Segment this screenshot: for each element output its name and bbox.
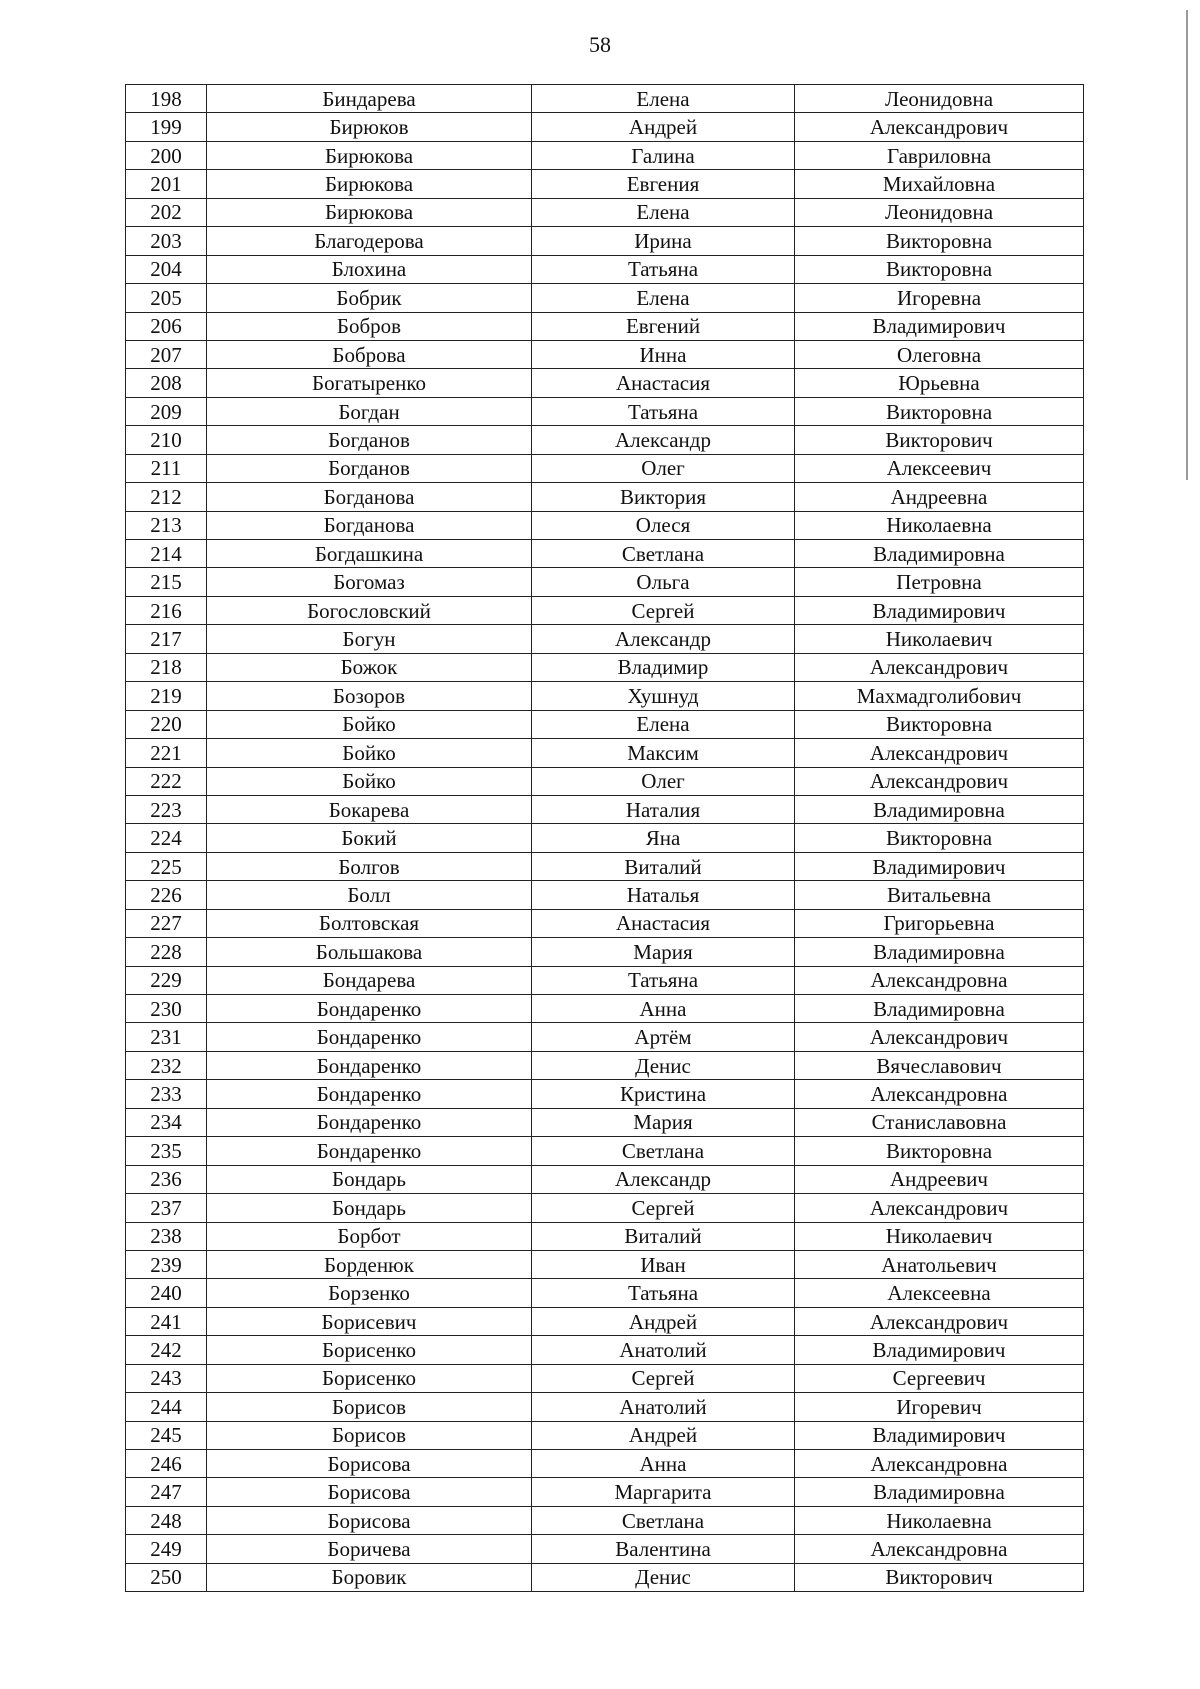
- first-name-cell: Анна: [532, 995, 795, 1023]
- table-row: [126, 198, 1084, 226]
- first-name-cell: Сергей: [532, 596, 795, 624]
- patronymic-cell: Николаевич: [795, 625, 1084, 653]
- last-name-cell: Боричева: [207, 1535, 532, 1563]
- patronymic-cell: Гавриловна: [795, 141, 1084, 169]
- last-name-cell: Бойко: [207, 739, 532, 767]
- patronymic-cell: Николаевна: [795, 511, 1084, 539]
- last-name-cell: Большакова: [207, 938, 532, 966]
- last-name-cell: Бирюкова: [207, 170, 532, 198]
- table-row: [126, 1279, 1084, 1307]
- last-name-cell: Борисов: [207, 1421, 532, 1449]
- last-name-cell: Боровик: [207, 1563, 532, 1591]
- roster-table: [125, 84, 1084, 1592]
- first-name-cell: Наталья: [532, 881, 795, 909]
- first-name-cell: Александр: [532, 625, 795, 653]
- last-name-cell: Богданова: [207, 511, 532, 539]
- first-name-cell: Иван: [532, 1250, 795, 1278]
- last-name-cell: Бондаренко: [207, 1080, 532, 1108]
- first-name-cell: Татьяна: [532, 397, 795, 425]
- table-row: [126, 170, 1084, 198]
- first-name-cell: Елена: [532, 284, 795, 312]
- table-row: [126, 1165, 1084, 1193]
- first-name-cell: Мария: [532, 1108, 795, 1136]
- first-name-cell: Мария: [532, 938, 795, 966]
- patronymic-cell: Владимировна: [795, 1478, 1084, 1506]
- row-number-cell: 232: [126, 1051, 207, 1079]
- table-row: [126, 284, 1084, 312]
- table-row: [126, 1108, 1084, 1136]
- last-name-cell: Борденюк: [207, 1250, 532, 1278]
- last-name-cell: Блохина: [207, 255, 532, 283]
- last-name-cell: Борзенко: [207, 1279, 532, 1307]
- patronymic-cell: Александровна: [795, 1080, 1084, 1108]
- last-name-cell: Благодерова: [207, 227, 532, 255]
- row-number-cell: 212: [126, 483, 207, 511]
- row-number-cell: 201: [126, 170, 207, 198]
- patronymic-cell: Александрович: [795, 767, 1084, 795]
- first-name-cell: Анастасия: [532, 909, 795, 937]
- row-number-cell: 202: [126, 198, 207, 226]
- first-name-cell: Андрей: [532, 1421, 795, 1449]
- row-number-cell: 219: [126, 682, 207, 710]
- row-number-cell: 224: [126, 824, 207, 852]
- row-number-cell: 250: [126, 1563, 207, 1591]
- table-row: [126, 540, 1084, 568]
- row-number-cell: 225: [126, 852, 207, 880]
- last-name-cell: Борисов: [207, 1393, 532, 1421]
- patronymic-cell: Викторовна: [795, 227, 1084, 255]
- row-number-cell: 218: [126, 653, 207, 681]
- table-row: [126, 995, 1084, 1023]
- patronymic-cell: Александрович: [795, 1307, 1084, 1335]
- patronymic-cell: Станиславовна: [795, 1108, 1084, 1136]
- table-row: [126, 1421, 1084, 1449]
- table-row: [126, 1137, 1084, 1165]
- patronymic-cell: Викторович: [795, 426, 1084, 454]
- patronymic-cell: Александрович: [795, 1023, 1084, 1051]
- last-name-cell: Бондаренко: [207, 995, 532, 1023]
- first-name-cell: Анатолий: [532, 1393, 795, 1421]
- table-row: [126, 255, 1084, 283]
- row-number-cell: 223: [126, 795, 207, 823]
- table-row: [126, 1336, 1084, 1364]
- first-name-cell: Яна: [532, 824, 795, 852]
- patronymic-cell: Владимирович: [795, 852, 1084, 880]
- table-row: [126, 1563, 1084, 1591]
- row-number-cell: 215: [126, 568, 207, 596]
- row-number-cell: 238: [126, 1222, 207, 1250]
- last-name-cell: Бондарь: [207, 1165, 532, 1193]
- first-name-cell: Денис: [532, 1051, 795, 1079]
- last-name-cell: Болгов: [207, 852, 532, 880]
- row-number-cell: 229: [126, 966, 207, 994]
- last-name-cell: Бобрик: [207, 284, 532, 312]
- table-row: [126, 568, 1084, 596]
- first-name-cell: Маргарита: [532, 1478, 795, 1506]
- row-number-cell: 230: [126, 995, 207, 1023]
- last-name-cell: Бирюкова: [207, 198, 532, 226]
- row-number-cell: 243: [126, 1364, 207, 1392]
- first-name-cell: Светлана: [532, 540, 795, 568]
- first-name-cell: Татьяна: [532, 255, 795, 283]
- first-name-cell: Татьяна: [532, 966, 795, 994]
- row-number-cell: 226: [126, 881, 207, 909]
- row-number-cell: 213: [126, 511, 207, 539]
- row-number-cell: 247: [126, 1478, 207, 1506]
- first-name-cell: Елена: [532, 710, 795, 738]
- patronymic-cell: Александрович: [795, 739, 1084, 767]
- first-name-cell: Андрей: [532, 113, 795, 141]
- first-name-cell: Валентина: [532, 1535, 795, 1563]
- patronymic-cell: Викторовна: [795, 397, 1084, 425]
- last-name-cell: Бондаренко: [207, 1023, 532, 1051]
- table-row: [126, 454, 1084, 482]
- last-name-cell: Борисова: [207, 1450, 532, 1478]
- last-name-cell: Бозоров: [207, 682, 532, 710]
- table-row: [126, 1478, 1084, 1506]
- row-number-cell: 222: [126, 767, 207, 795]
- last-name-cell: Богатыренко: [207, 369, 532, 397]
- first-name-cell: Галина: [532, 141, 795, 169]
- table-row: [126, 881, 1084, 909]
- row-number-cell: 210: [126, 426, 207, 454]
- patronymic-cell: Владимировна: [795, 995, 1084, 1023]
- last-name-cell: Бирюков: [207, 113, 532, 141]
- table-row: [126, 824, 1084, 852]
- row-number-cell: 249: [126, 1535, 207, 1563]
- table-row: [126, 938, 1084, 966]
- roster-body: [126, 85, 1084, 1592]
- last-name-cell: Борисенко: [207, 1336, 532, 1364]
- row-number-cell: 244: [126, 1393, 207, 1421]
- row-number-cell: 233: [126, 1080, 207, 1108]
- first-name-cell: Евгений: [532, 312, 795, 340]
- table-row: [126, 340, 1084, 368]
- first-name-cell: Светлана: [532, 1506, 795, 1534]
- first-name-cell: Олеся: [532, 511, 795, 539]
- first-name-cell: Владимир: [532, 653, 795, 681]
- row-number-cell: 204: [126, 255, 207, 283]
- patronymic-cell: Викторовна: [795, 255, 1084, 283]
- first-name-cell: Татьяна: [532, 1279, 795, 1307]
- table-row: [126, 852, 1084, 880]
- patronymic-cell: Вячеславович: [795, 1051, 1084, 1079]
- patronymic-cell: Владимирович: [795, 312, 1084, 340]
- table-row: [126, 1080, 1084, 1108]
- first-name-cell: Хушнуд: [532, 682, 795, 710]
- row-number-cell: 237: [126, 1194, 207, 1222]
- last-name-cell: Борисова: [207, 1478, 532, 1506]
- patronymic-cell: Викторовна: [795, 1137, 1084, 1165]
- first-name-cell: Сергей: [532, 1194, 795, 1222]
- table-row: [126, 369, 1084, 397]
- table-row: [126, 1535, 1084, 1563]
- first-name-cell: Ольга: [532, 568, 795, 596]
- row-number-cell: 246: [126, 1450, 207, 1478]
- table-row: [126, 1194, 1084, 1222]
- last-name-cell: Бондарь: [207, 1194, 532, 1222]
- table-row: [126, 141, 1084, 169]
- row-number-cell: 228: [126, 938, 207, 966]
- last-name-cell: Бобров: [207, 312, 532, 340]
- table-row: [126, 1051, 1084, 1079]
- row-number-cell: 214: [126, 540, 207, 568]
- patronymic-cell: Петровна: [795, 568, 1084, 596]
- last-name-cell: Борисова: [207, 1506, 532, 1534]
- last-name-cell: Богословский: [207, 596, 532, 624]
- row-number-cell: 227: [126, 909, 207, 937]
- patronymic-cell: Сергеевич: [795, 1364, 1084, 1392]
- patronymic-cell: Андреевна: [795, 483, 1084, 511]
- last-name-cell: Борбот: [207, 1222, 532, 1250]
- last-name-cell: Болтовская: [207, 909, 532, 937]
- patronymic-cell: Леонидовна: [795, 198, 1084, 226]
- scan-edge-line: [1186, 10, 1188, 480]
- page-number: 58: [589, 32, 611, 57]
- table-row: [126, 312, 1084, 340]
- last-name-cell: Богдашкина: [207, 540, 532, 568]
- patronymic-cell: Игоревна: [795, 284, 1084, 312]
- first-name-cell: Инна: [532, 340, 795, 368]
- row-number-cell: 207: [126, 340, 207, 368]
- patronymic-cell: Александрович: [795, 1194, 1084, 1222]
- table-row: [126, 653, 1084, 681]
- row-number-cell: 216: [126, 596, 207, 624]
- row-number-cell: 199: [126, 113, 207, 141]
- patronymic-cell: Витальевна: [795, 881, 1084, 909]
- first-name-cell: Кристина: [532, 1080, 795, 1108]
- table-row: [126, 85, 1084, 113]
- table-row: [126, 1393, 1084, 1421]
- table-row: [126, 1023, 1084, 1051]
- last-name-cell: Бойко: [207, 767, 532, 795]
- row-number-cell: 248: [126, 1506, 207, 1534]
- first-name-cell: Наталия: [532, 795, 795, 823]
- first-name-cell: Денис: [532, 1563, 795, 1591]
- last-name-cell: Борисевич: [207, 1307, 532, 1335]
- table-row: [126, 483, 1084, 511]
- table-row: [126, 511, 1084, 539]
- patronymic-cell: Александровна: [795, 1535, 1084, 1563]
- row-number-cell: 240: [126, 1279, 207, 1307]
- patronymic-cell: Алексеевич: [795, 454, 1084, 482]
- last-name-cell: Богданова: [207, 483, 532, 511]
- row-number-cell: 245: [126, 1421, 207, 1449]
- table-row: [126, 1222, 1084, 1250]
- first-name-cell: Александр: [532, 1165, 795, 1193]
- patronymic-cell: Махмадголибович: [795, 682, 1084, 710]
- last-name-cell: Болл: [207, 881, 532, 909]
- first-name-cell: Анатолий: [532, 1336, 795, 1364]
- row-number-cell: 203: [126, 227, 207, 255]
- first-name-cell: Олег: [532, 767, 795, 795]
- first-name-cell: Елена: [532, 85, 795, 113]
- first-name-cell: Сергей: [532, 1364, 795, 1392]
- table-row: [126, 227, 1084, 255]
- row-number-cell: 205: [126, 284, 207, 312]
- patronymic-cell: Владимирович: [795, 1336, 1084, 1364]
- table-row: [126, 1250, 1084, 1278]
- patronymic-cell: Викторовна: [795, 824, 1084, 852]
- last-name-cell: Бондаренко: [207, 1108, 532, 1136]
- last-name-cell: Биндарева: [207, 85, 532, 113]
- last-name-cell: Богдан: [207, 397, 532, 425]
- patronymic-cell: Леонидовна: [795, 85, 1084, 113]
- first-name-cell: Ирина: [532, 227, 795, 255]
- patronymic-cell: Игоревич: [795, 1393, 1084, 1421]
- last-name-cell: Бокарева: [207, 795, 532, 823]
- patronymic-cell: Александровна: [795, 1450, 1084, 1478]
- table-row: [126, 426, 1084, 454]
- table-row: [126, 1307, 1084, 1335]
- patronymic-cell: Викторовна: [795, 710, 1084, 738]
- patronymic-cell: Владимирович: [795, 1421, 1084, 1449]
- first-name-cell: Анна: [532, 1450, 795, 1478]
- first-name-cell: Виталий: [532, 852, 795, 880]
- first-name-cell: Виталий: [532, 1222, 795, 1250]
- row-number-cell: 209: [126, 397, 207, 425]
- patronymic-cell: Владимировна: [795, 540, 1084, 568]
- patronymic-cell: Олеговна: [795, 340, 1084, 368]
- last-name-cell: Богун: [207, 625, 532, 653]
- last-name-cell: Бондаренко: [207, 1137, 532, 1165]
- patronymic-cell: Григорьевна: [795, 909, 1084, 937]
- row-number-cell: 241: [126, 1307, 207, 1335]
- first-name-cell: Евгения: [532, 170, 795, 198]
- row-number-cell: 234: [126, 1108, 207, 1136]
- row-number-cell: 235: [126, 1137, 207, 1165]
- table-row: [126, 397, 1084, 425]
- patronymic-cell: Александрович: [795, 653, 1084, 681]
- first-name-cell: Александр: [532, 426, 795, 454]
- first-name-cell: Елена: [532, 198, 795, 226]
- row-number-cell: 231: [126, 1023, 207, 1051]
- patronymic-cell: Владимировна: [795, 795, 1084, 823]
- row-number-cell: 211: [126, 454, 207, 482]
- last-name-cell: Бойко: [207, 710, 532, 738]
- first-name-cell: Виктория: [532, 483, 795, 511]
- table-row: [126, 739, 1084, 767]
- patronymic-cell: Викторович: [795, 1563, 1084, 1591]
- last-name-cell: Бондаренко: [207, 1051, 532, 1079]
- patronymic-cell: Андреевич: [795, 1165, 1084, 1193]
- row-number-cell: 208: [126, 369, 207, 397]
- first-name-cell: Анастасия: [532, 369, 795, 397]
- table-row: [126, 767, 1084, 795]
- table-row: [126, 710, 1084, 738]
- row-number-cell: 198: [126, 85, 207, 113]
- row-number-cell: 221: [126, 739, 207, 767]
- table-row: [126, 113, 1084, 141]
- patronymic-cell: Владимировна: [795, 938, 1084, 966]
- patronymic-cell: Анатольевич: [795, 1250, 1084, 1278]
- first-name-cell: Олег: [532, 454, 795, 482]
- first-name-cell: Светлана: [532, 1137, 795, 1165]
- row-number-cell: 206: [126, 312, 207, 340]
- row-number-cell: 236: [126, 1165, 207, 1193]
- last-name-cell: Богданов: [207, 454, 532, 482]
- table-row: [126, 625, 1084, 653]
- table-row: [126, 795, 1084, 823]
- table-row: [126, 596, 1084, 624]
- table-row: [126, 682, 1084, 710]
- row-number-cell: 217: [126, 625, 207, 653]
- last-name-cell: Бондарева: [207, 966, 532, 994]
- last-name-cell: Богданов: [207, 426, 532, 454]
- table-row: [126, 1450, 1084, 1478]
- patronymic-cell: Владимирович: [795, 596, 1084, 624]
- table-row: [126, 966, 1084, 994]
- patronymic-cell: Александровна: [795, 966, 1084, 994]
- row-number-cell: 239: [126, 1250, 207, 1278]
- last-name-cell: Божок: [207, 653, 532, 681]
- table-row: [126, 1364, 1084, 1392]
- last-name-cell: Борисенко: [207, 1364, 532, 1392]
- first-name-cell: Артём: [532, 1023, 795, 1051]
- last-name-cell: Бирюкова: [207, 141, 532, 169]
- patronymic-cell: Александрович: [795, 113, 1084, 141]
- patronymic-cell: Николаевич: [795, 1222, 1084, 1250]
- first-name-cell: Максим: [532, 739, 795, 767]
- last-name-cell: Богомаз: [207, 568, 532, 596]
- first-name-cell: Андрей: [532, 1307, 795, 1335]
- last-name-cell: Бокий: [207, 824, 532, 852]
- row-number-cell: 242: [126, 1336, 207, 1364]
- row-number-cell: 220: [126, 710, 207, 738]
- table-row: [126, 909, 1084, 937]
- patronymic-cell: Юрьевна: [795, 369, 1084, 397]
- patronymic-cell: Алексеевна: [795, 1279, 1084, 1307]
- patronymic-cell: Михайловна: [795, 170, 1084, 198]
- last-name-cell: Боброва: [207, 340, 532, 368]
- table-row: [126, 1506, 1084, 1534]
- row-number-cell: 200: [126, 141, 207, 169]
- patronymic-cell: Николаевна: [795, 1506, 1084, 1534]
